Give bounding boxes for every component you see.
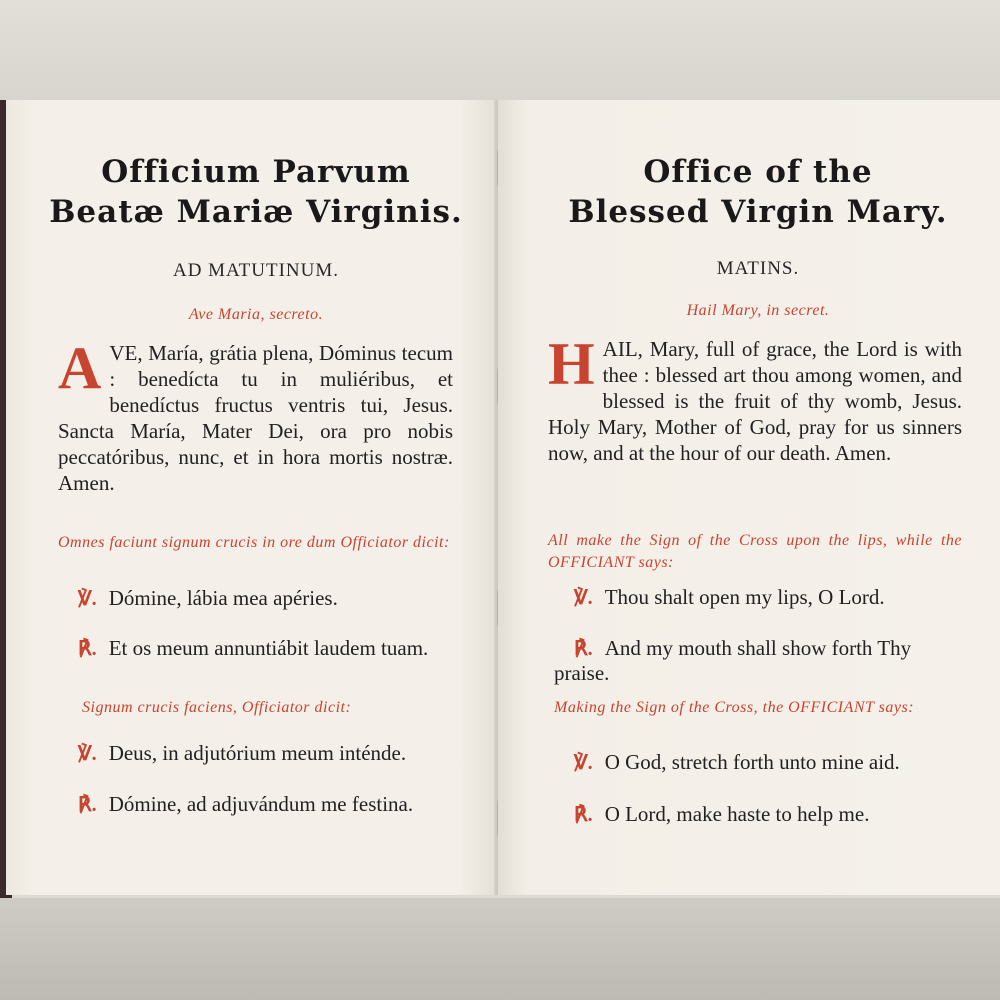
left-versicle-2-text: Deus, in adjutórium meum inténde. — [108, 741, 407, 765]
right-versicle-1 — [554, 585, 964, 610]
left-heading: AD MATUTINUM. — [172, 260, 340, 281]
versicle-icon: ℣. — [78, 743, 97, 765]
left-response-1 — [62, 636, 458, 661]
right-versicle-2 — [554, 750, 964, 775]
response-icon: ℟. — [574, 804, 593, 826]
right-rubric-officiant: Making the Sign of the Cross, the OFFICIANT says: — [554, 699, 915, 716]
right-versicle-1-text: Thou shalt open my lips, O Lord. — [604, 585, 885, 609]
background-bottom — [0, 898, 1000, 1000]
right-versicle-2-text: O God, stretch forth unto mine aid. — [604, 750, 900, 774]
left-rubric-sign: Omnes faciunt signum crucis in ore dum Officiator dicit: — [58, 534, 450, 551]
left-page — [6, 100, 498, 895]
right-prayer — [548, 331, 962, 466]
left-prayer — [58, 335, 453, 496]
right-page-title — [538, 152, 978, 233]
versicle-icon: ℣. — [574, 587, 593, 609]
left-rubric-officiator: Signum crucis faciens, Officiator dicit: — [82, 699, 352, 716]
left-title-line-2: Beatæ Mariæ Virginis. — [49, 194, 463, 231]
left-response-2 — [62, 792, 458, 817]
left-response-1-text: Et os meum annuntiábit laudem tuam. — [108, 636, 429, 660]
left-drop-cap: A — [58, 335, 102, 401]
right-rubric-sign: All make the Sign of the Cross upon the lips, while the OFFICIANT says: — [548, 532, 962, 571]
background-top — [0, 0, 1000, 100]
right-prayer-text: AIL, Mary, full of grace, the Lord is with thee : blessed art thou among women, and blessed is the fruit of thy womb, Jesus. Holy Mary, Mother of God, pray for us sinners now, and at the hour of our death. Amen. — [548, 337, 962, 465]
response-icon: ℟. — [78, 638, 97, 660]
right-response-2 — [554, 802, 964, 827]
right-response-1-text: And my mouth shall show forth Thy praise. — [554, 636, 912, 685]
left-page-title — [46, 152, 466, 233]
left-title-line-1: Officium Parvum — [101, 154, 411, 190]
right-rubric-hail: Hail Mary, in secret. — [686, 302, 830, 319]
response-icon: ℟. — [78, 794, 97, 816]
left-versicle-1 — [78, 586, 458, 611]
right-title-line-2: Blessed Virgin Mary. — [568, 194, 948, 231]
right-response-2-text: O Lord, make haste to help me. — [604, 802, 870, 826]
response-icon: ℟. — [574, 638, 593, 660]
right-page — [498, 100, 1000, 895]
left-versicle-1-text: Dómine, lábia mea apéries. — [108, 586, 338, 610]
left-rubric-ave: Ave Maria, secreto. — [188, 306, 324, 323]
versicle-icon: ℣. — [574, 752, 593, 774]
right-drop-cap: H — [548, 331, 595, 397]
left-response-2-text: Dómine, ad adjuvándum me festina. — [108, 792, 414, 816]
left-versicle-2 — [62, 741, 458, 766]
left-prayer-text: VE, María, grátia plena, Dóminus tecum : benedícta tu in muliéribus, et benedíctus fructus ventris tui, Jesus. Sancta María, Mater Dei, ora pro nobis peccatóribus, nunc, et in hora mortis nostræ. Amen. — [58, 341, 453, 495]
right-response-1 — [554, 636, 964, 685]
right-title-line-1: Office of the — [643, 154, 873, 190]
versicle-icon: ℣. — [78, 588, 97, 610]
open-book — [6, 100, 1000, 895]
right-heading: MATINS. — [716, 258, 800, 279]
